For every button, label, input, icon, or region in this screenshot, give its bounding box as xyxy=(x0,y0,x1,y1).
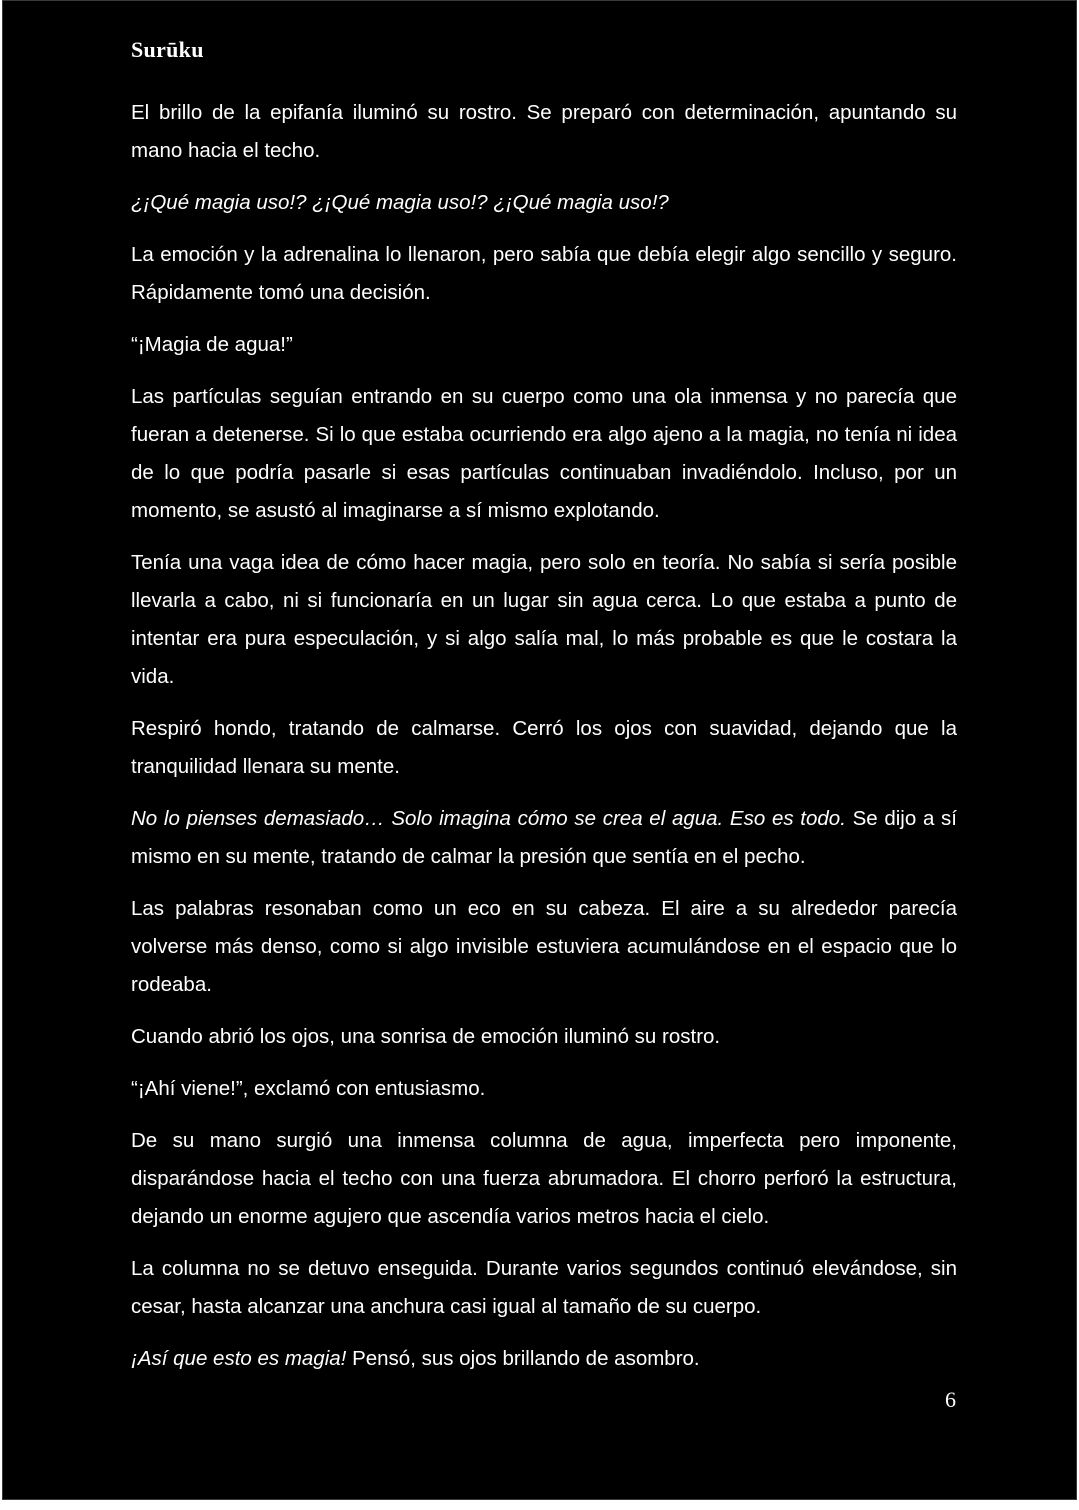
paragraph-4-dialogue: “¡Magia de agua!” xyxy=(131,333,293,356)
inner-thought-text: ¡Así que esto es magia! xyxy=(131,1347,347,1370)
paragraph-9: Las palabras resonaban como un eco en su cabeza. El aire a su alrededor parecía volverse más denso, como si algo invisible estuviera acumulándose en el espacio que lo rodeaba. xyxy=(131,897,957,996)
inner-thought-text: No lo pienses demasiado… Solo imagina cómo se crea el agua. Eso es todo. xyxy=(131,807,846,830)
paragraph-5: Las partículas seguían entrando en su cuerpo como una ola inmensa y no parecía que fueran a detenerse. Si lo que estaba ocurriendo era algo ajeno a la magia, no tenía ni idea de lo que podría pasarle si esas partículas continuaban invadiéndolo. Incluso, por un momento, se asustó al imaginarse a sí mismo explotando. xyxy=(131,385,957,522)
paragraph-7: Respiró hondo, tratando de calmarse. Cerró los ojos con suavidad, dejando que la tranquilidad llenara su mente. xyxy=(131,717,957,778)
page-number: 6 xyxy=(945,1387,956,1412)
inner-thought-text: ¿¡Qué magia uso!? ¿¡Qué magia uso!? ¿¡Qué magia uso!? xyxy=(131,191,669,214)
book-page xyxy=(2,0,1077,1500)
chapter-body xyxy=(131,94,957,1392)
narration-text: Pensó, sus ojos brillando de asombro. xyxy=(346,1347,700,1370)
narration-text: Se dijo a sí mismo en su mente, tratando de calmar la presión que sentía en el pecho. xyxy=(131,807,957,868)
paragraph-3: La emoción y la adrenalina lo llenaron, pero sabía que debía elegir algo sencillo y seguro. Rápidamente tomó una decisión. xyxy=(131,243,957,304)
book-title-header: Surūku xyxy=(131,37,204,62)
paragraph-8 xyxy=(131,800,957,876)
paragraph-2 xyxy=(131,184,957,222)
paragraph-12: De su mano surgió una inmensa columna de agua, imperfecta pero imponente, disparándose hacia el techo con una fuerza abrumadora. El chorro perforó la estructura, dejando un enorme agujero que ascendía varios metros hacia el cielo. xyxy=(131,1129,957,1228)
paragraph-6: Tenía una vaga idea de cómo hacer magia, pero solo en teoría. No sabía si sería posible llevarla a cabo, ni si funcionaría en un lugar sin agua cerca. Lo que estaba a punto de intentar era pura especulación, y si algo salía mal, lo más probable es que le costara la vida. xyxy=(131,551,957,688)
paragraph-14 xyxy=(131,1340,957,1378)
paragraph-11-dialogue: “¡Ahí viene!”, exclamó con entusiasmo. xyxy=(131,1077,486,1100)
paragraph-1: El brillo de la epifanía iluminó su rostro. Se preparó con determinación, apuntando su mano hacia el techo. xyxy=(131,101,957,162)
paragraph-10: Cuando abrió los ojos, una sonrisa de emoción iluminó su rostro. xyxy=(131,1025,721,1048)
paragraph-13: La columna no se detuvo enseguida. Durante varios segundos continuó elevándose, sin cesar, hasta alcanzar una anchura casi igual al tamaño de su cuerpo. xyxy=(131,1257,957,1318)
